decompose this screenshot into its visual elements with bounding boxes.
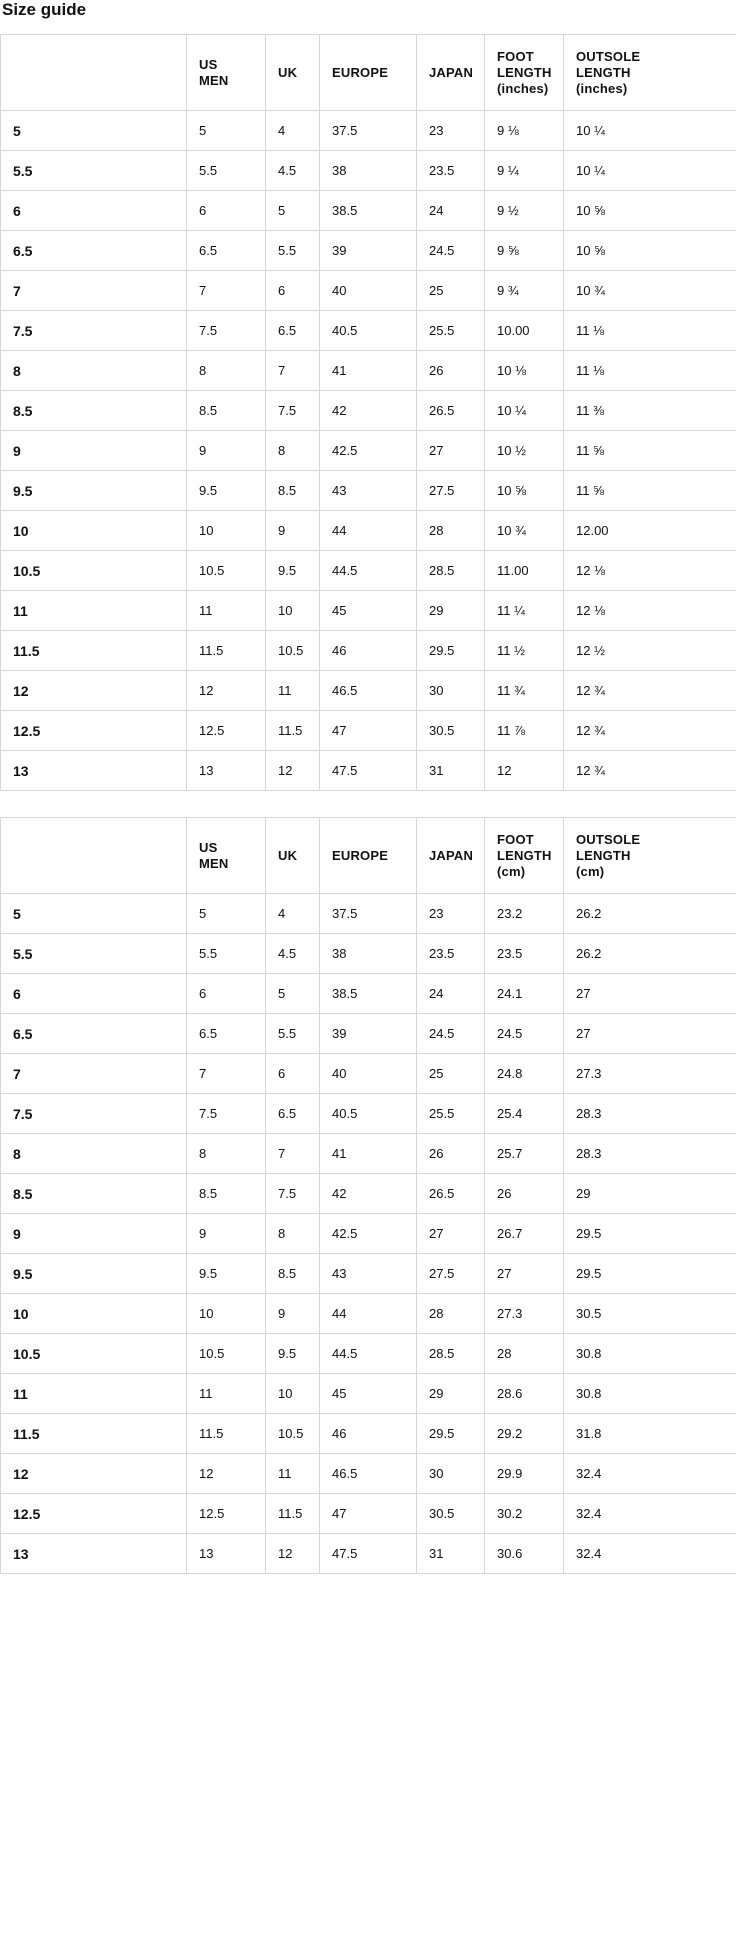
table-cell: 11.5 (266, 711, 320, 751)
table-cell: 27 (485, 1254, 564, 1294)
table-cell: 25 (417, 271, 485, 311)
row-header-size: 7 (1, 1054, 187, 1094)
table-cell: 38 (320, 151, 417, 191)
table-cell: 10.5 (266, 1414, 320, 1454)
table-cell: 32.4 (564, 1534, 736, 1574)
table-cell: 11.5 (187, 1414, 266, 1454)
table-cell: 27.5 (417, 471, 485, 511)
table-cell: 44.5 (320, 551, 417, 591)
table-row (1, 391, 736, 431)
table-cell: 8.5 (187, 391, 266, 431)
table-cell: 9 ¾ (485, 271, 564, 311)
column-header: OUTSOLE LENGTH (inches) (564, 35, 736, 111)
table-row (1, 431, 736, 471)
table-cell: 12 ⅛ (564, 591, 736, 631)
table-cell: 6.5 (187, 1014, 266, 1054)
table-cell: 12 ¾ (564, 671, 736, 711)
row-header-size: 7 (1, 271, 187, 311)
table-cell: 24.8 (485, 1054, 564, 1094)
table-cell: 46 (320, 1414, 417, 1454)
table-cell: 30 (417, 1454, 485, 1494)
table-cell: 6 (187, 191, 266, 231)
table-cell: 30.5 (417, 1494, 485, 1534)
column-header-blank (1, 35, 187, 111)
table-cell: 9 (187, 1214, 266, 1254)
row-header-size: 5.5 (1, 151, 187, 191)
row-header-size: 11.5 (1, 1414, 187, 1454)
table-cell: 25.4 (485, 1094, 564, 1134)
row-header-size: 9.5 (1, 471, 187, 511)
table-cell: 12 ½ (564, 631, 736, 671)
row-header-size: 11.5 (1, 631, 187, 671)
table-cell: 28 (417, 1294, 485, 1334)
table-cell: 10 ⅝ (485, 471, 564, 511)
table-cell: 23.5 (485, 934, 564, 974)
table-cell: 9 ⅛ (485, 111, 564, 151)
table-cell: 13 (187, 751, 266, 791)
table-cell: 30.6 (485, 1534, 564, 1574)
table-cell: 31.8 (564, 1414, 736, 1454)
table-cell: 9.5 (266, 551, 320, 591)
table-cell: 11 (266, 1454, 320, 1494)
table-cell: 44.5 (320, 1334, 417, 1374)
table-cell: 7.5 (266, 1174, 320, 1214)
table-row (1, 311, 736, 351)
row-header-size: 9.5 (1, 1254, 187, 1294)
table-cell: 11 ⅜ (564, 391, 736, 431)
table-cell: 8 (187, 351, 266, 391)
table-cell: 30.8 (564, 1374, 736, 1414)
column-header: JAPAN (417, 35, 485, 111)
table-cell: 6 (187, 974, 266, 1014)
table-cell: 12 (266, 1534, 320, 1574)
table-cell: 8.5 (266, 471, 320, 511)
table-cell: 6.5 (266, 311, 320, 351)
row-header-size: 7.5 (1, 1094, 187, 1134)
table-cell: 5 (266, 191, 320, 231)
table-cell: 39 (320, 231, 417, 271)
table-cell: 46 (320, 631, 417, 671)
table-cell: 6.5 (187, 231, 266, 271)
table-cell: 12 (187, 1454, 266, 1494)
table-cell: 12 (187, 671, 266, 711)
table-cell: 46.5 (320, 1454, 417, 1494)
table-cell: 10 ¼ (485, 391, 564, 431)
table-cell: 5.5 (187, 934, 266, 974)
cm-table (0, 817, 736, 1574)
table-cell: 29.5 (564, 1214, 736, 1254)
table-cell: 39 (320, 1014, 417, 1054)
table-cell: 24.5 (417, 231, 485, 271)
table-cell: 23 (417, 894, 485, 934)
table-cell: 42.5 (320, 431, 417, 471)
table-cell: 31 (417, 1534, 485, 1574)
table-cell: 41 (320, 1134, 417, 1174)
table-cell: 40.5 (320, 1094, 417, 1134)
table-row (1, 551, 736, 591)
table-row (1, 111, 736, 151)
table-cell: 44 (320, 1294, 417, 1334)
table-row (1, 1454, 736, 1494)
row-header-size: 12 (1, 1454, 187, 1494)
table-cell: 23.5 (417, 151, 485, 191)
table-cell: 28 (417, 511, 485, 551)
table-cell: 5 (187, 111, 266, 151)
table-cell: 40 (320, 1054, 417, 1094)
row-header-size: 10 (1, 1294, 187, 1334)
table-row (1, 231, 736, 271)
table-cell: 30.5 (417, 711, 485, 751)
table-cell: 7 (266, 1134, 320, 1174)
table-cell: 26.7 (485, 1214, 564, 1254)
table-cell: 8.5 (187, 1174, 266, 1214)
table-cell: 28.3 (564, 1134, 736, 1174)
table-cell: 10 (266, 591, 320, 631)
row-header-size: 13 (1, 1534, 187, 1574)
table-cell: 30.2 (485, 1494, 564, 1534)
table-cell: 6.5 (266, 1094, 320, 1134)
table-cell: 29.5 (417, 1414, 485, 1454)
table-cell: 10 ¼ (564, 111, 736, 151)
row-header-size: 11 (1, 1374, 187, 1414)
table-cell: 9 (187, 431, 266, 471)
table-cell: 29.2 (485, 1414, 564, 1454)
table-cell: 23.5 (417, 934, 485, 974)
table-cell: 11 ¼ (485, 591, 564, 631)
table-cell: 25 (417, 1054, 485, 1094)
row-header-size: 8 (1, 351, 187, 391)
column-header: UK (266, 35, 320, 111)
table-row (1, 671, 736, 711)
table-cell: 11 (187, 1374, 266, 1414)
table-cell: 10 ¼ (564, 151, 736, 191)
row-header-size: 6 (1, 191, 187, 231)
table-cell: 11.5 (187, 631, 266, 671)
table-cell: 5.5 (266, 1014, 320, 1054)
table-cell: 12.5 (187, 711, 266, 751)
table-cell: 12 (266, 751, 320, 791)
row-header-size: 8.5 (1, 391, 187, 431)
column-header: US MEN (187, 35, 266, 111)
column-header: UK (266, 818, 320, 894)
row-header-size: 9 (1, 431, 187, 471)
table-row (1, 1054, 736, 1094)
table-row (1, 511, 736, 551)
row-header-size: 12 (1, 671, 187, 711)
table-cell: 40 (320, 271, 417, 311)
table-cell: 9 ⅝ (485, 231, 564, 271)
table-cell: 7 (187, 1054, 266, 1094)
row-header-size: 10.5 (1, 1334, 187, 1374)
table-cell: 27 (564, 1014, 736, 1054)
table-cell: 11 ⅝ (564, 471, 736, 511)
column-header: FOOT LENGTH (inches) (485, 35, 564, 111)
table-row (1, 1254, 736, 1294)
table-cell: 11 ½ (485, 631, 564, 671)
table-cell: 11 ¾ (485, 671, 564, 711)
row-header-size: 6 (1, 974, 187, 1014)
table-cell: 12.00 (564, 511, 736, 551)
table-cell: 11 ⅞ (485, 711, 564, 751)
table-cell: 43 (320, 1254, 417, 1294)
table-cell: 4.5 (266, 151, 320, 191)
table-cell: 12 (485, 751, 564, 791)
table-cell: 27.3 (564, 1054, 736, 1094)
table-cell: 37.5 (320, 111, 417, 151)
row-header-size: 8.5 (1, 1174, 187, 1214)
table-cell: 26.5 (417, 391, 485, 431)
table-cell: 24.1 (485, 974, 564, 1014)
table-cell: 10.5 (187, 551, 266, 591)
table-cell: 12 ⅛ (564, 551, 736, 591)
table-cell: 29 (564, 1174, 736, 1214)
table-cell: 12 ¾ (564, 751, 736, 791)
table-cell: 38 (320, 934, 417, 974)
table-cell: 47 (320, 1494, 417, 1534)
table-cell: 26.2 (564, 934, 736, 974)
table-cell: 10 ⅝ (564, 231, 736, 271)
table-cell: 8 (266, 1214, 320, 1254)
table-cell: 41 (320, 351, 417, 391)
table-cell: 42 (320, 1174, 417, 1214)
table-cell: 6 (266, 271, 320, 311)
table-cell: 10 ¾ (485, 511, 564, 551)
column-header: EUROPE (320, 818, 417, 894)
table-cell: 29 (417, 591, 485, 631)
table-cell: 24.5 (485, 1014, 564, 1054)
table-cell: 11 (266, 671, 320, 711)
page-title: Size guide (2, 0, 87, 19)
column-header: JAPAN (417, 818, 485, 894)
table-cell: 10 ½ (485, 431, 564, 471)
table-cell: 10 ⅝ (564, 191, 736, 231)
table-cell: 31 (417, 751, 485, 791)
table-row (1, 1174, 736, 1214)
table-cell: 9 ½ (485, 191, 564, 231)
table-cell: 8 (187, 1134, 266, 1174)
table-row (1, 751, 736, 791)
table-cell: 30.5 (564, 1294, 736, 1334)
table-cell: 9 (266, 511, 320, 551)
table-cell: 25.5 (417, 1094, 485, 1134)
table-cell: 28.6 (485, 1374, 564, 1414)
table-cell: 11 ⅛ (564, 311, 736, 351)
row-header-size: 7.5 (1, 311, 187, 351)
table-row (1, 271, 736, 311)
table-cell: 47.5 (320, 751, 417, 791)
table-cell: 40.5 (320, 311, 417, 351)
table-row (1, 974, 736, 1014)
table-cell: 10 ⅛ (485, 351, 564, 391)
table-cell: 7.5 (266, 391, 320, 431)
column-header: FOOT LENGTH (cm) (485, 818, 564, 894)
table-cell: 9.5 (187, 1254, 266, 1294)
table-cell: 4 (266, 111, 320, 151)
table-cell: 5.5 (187, 151, 266, 191)
table-row (1, 1494, 736, 1534)
column-header: EUROPE (320, 35, 417, 111)
table-header-row (1, 35, 736, 111)
table-cell: 42 (320, 391, 417, 431)
table-cell: 5 (187, 894, 266, 934)
table-cell: 45 (320, 591, 417, 631)
table-cell: 12.5 (187, 1494, 266, 1534)
table-cell: 10 (266, 1374, 320, 1414)
table-row (1, 1014, 736, 1054)
table-cell: 46.5 (320, 671, 417, 711)
table-row (1, 1374, 736, 1414)
table-cell: 9.5 (187, 471, 266, 511)
table-cell: 11 (187, 591, 266, 631)
table-cell: 10 ¾ (564, 271, 736, 311)
table-cell: 10.5 (187, 1334, 266, 1374)
table-cell: 30 (417, 671, 485, 711)
table-cell: 32.4 (564, 1454, 736, 1494)
row-header-size: 5 (1, 111, 187, 151)
table-cell: 42.5 (320, 1214, 417, 1254)
table-cell: 37.5 (320, 894, 417, 934)
row-header-size: 10 (1, 511, 187, 551)
table-cell: 26 (417, 351, 485, 391)
row-header-size: 8 (1, 1134, 187, 1174)
table-cell: 5 (266, 974, 320, 1014)
row-header-size: 12.5 (1, 1494, 187, 1534)
table-cell: 43 (320, 471, 417, 511)
column-header-blank (1, 818, 187, 894)
table-cell: 32.4 (564, 1494, 736, 1534)
table-cell: 47 (320, 711, 417, 751)
table-cell: 24.5 (417, 1014, 485, 1054)
table-cell: 7 (266, 351, 320, 391)
table-cell: 9 ¼ (485, 151, 564, 191)
table-cell: 11.00 (485, 551, 564, 591)
table-cell: 9.5 (266, 1334, 320, 1374)
table-cell: 26 (417, 1134, 485, 1174)
table-cell: 5.5 (266, 231, 320, 271)
table-cell: 11.5 (266, 1494, 320, 1534)
table-cell: 23.2 (485, 894, 564, 934)
table-cell: 24 (417, 191, 485, 231)
table-cell: 10 (187, 511, 266, 551)
table-row (1, 711, 736, 751)
table-cell: 13 (187, 1534, 266, 1574)
table-cell: 8.5 (266, 1254, 320, 1294)
table-cell: 26.5 (417, 1174, 485, 1214)
table-cell: 4 (266, 894, 320, 934)
table-cell: 27.5 (417, 1254, 485, 1294)
table-header-row (1, 818, 736, 894)
table-row (1, 631, 736, 671)
table-cell: 25.7 (485, 1134, 564, 1174)
table-row (1, 191, 736, 231)
table-cell: 27 (417, 431, 485, 471)
row-header-size: 6.5 (1, 1014, 187, 1054)
table-cell: 11 ⅛ (564, 351, 736, 391)
inches-table (0, 34, 736, 791)
table-cell: 47.5 (320, 1534, 417, 1574)
table-cell: 10.5 (266, 631, 320, 671)
row-header-size: 12.5 (1, 711, 187, 751)
table-cell: 28.5 (417, 1334, 485, 1374)
table-cell: 10.00 (485, 311, 564, 351)
size-tables-container (0, 34, 736, 1574)
table-cell: 27 (417, 1214, 485, 1254)
table-cell: 10 (187, 1294, 266, 1334)
table-row (1, 1214, 736, 1254)
table-cell: 27 (564, 974, 736, 1014)
table-row (1, 1334, 736, 1374)
table-row (1, 1094, 736, 1134)
table-cell: 4.5 (266, 934, 320, 974)
table-cell: 38.5 (320, 974, 417, 1014)
row-header-size: 6.5 (1, 231, 187, 271)
column-header: OUTSOLE LENGTH (cm) (564, 818, 736, 894)
table-row (1, 934, 736, 974)
table-row (1, 591, 736, 631)
table-cell: 11 ⅝ (564, 431, 736, 471)
row-header-size: 11 (1, 591, 187, 631)
table-cell: 9 (266, 1294, 320, 1334)
table-cell: 27.3 (485, 1294, 564, 1334)
table-cell: 28.5 (417, 551, 485, 591)
table-cell: 29 (417, 1374, 485, 1414)
row-header-size: 5 (1, 894, 187, 934)
table-cell: 23 (417, 111, 485, 151)
table-cell: 7.5 (187, 311, 266, 351)
table-cell: 26 (485, 1174, 564, 1214)
table-row (1, 1414, 736, 1454)
table-cell: 44 (320, 511, 417, 551)
table-row (1, 351, 736, 391)
table-cell: 8 (266, 431, 320, 471)
table-cell: 26.2 (564, 894, 736, 934)
table-cell: 28.3 (564, 1094, 736, 1134)
table-cell: 45 (320, 1374, 417, 1414)
table-cell: 7 (187, 271, 266, 311)
table-cell: 7.5 (187, 1094, 266, 1134)
table-cell: 29.5 (417, 631, 485, 671)
table-cell: 38.5 (320, 191, 417, 231)
column-header: US MEN (187, 818, 266, 894)
table-cell: 29.5 (564, 1254, 736, 1294)
table-row (1, 471, 736, 511)
table-cell: 12 ¾ (564, 711, 736, 751)
row-header-size: 10.5 (1, 551, 187, 591)
table-row (1, 1534, 736, 1574)
table-cell: 6 (266, 1054, 320, 1094)
table-row (1, 1134, 736, 1174)
table-cell: 28 (485, 1334, 564, 1374)
table-cell: 25.5 (417, 311, 485, 351)
table-row (1, 1294, 736, 1334)
table-cell: 24 (417, 974, 485, 1014)
row-header-size: 5.5 (1, 934, 187, 974)
table-row (1, 151, 736, 191)
table-cell: 29.9 (485, 1454, 564, 1494)
row-header-size: 13 (1, 751, 187, 791)
row-header-size: 9 (1, 1214, 187, 1254)
table-cell: 30.8 (564, 1334, 736, 1374)
table-row (1, 894, 736, 934)
